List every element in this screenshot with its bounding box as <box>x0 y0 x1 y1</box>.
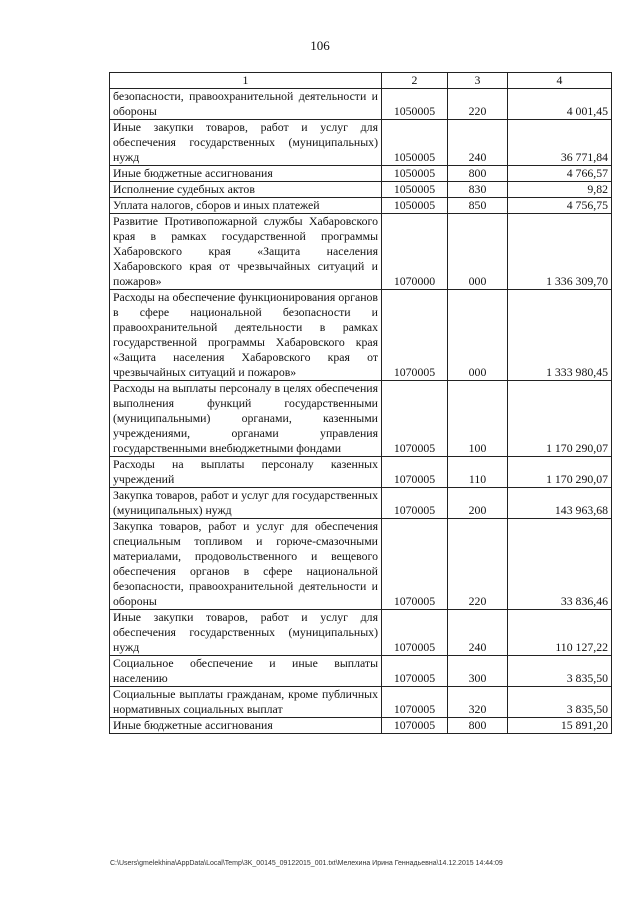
table-row <box>110 166 612 182</box>
amount-cell: 110 127,22 <box>508 610 612 656</box>
table-row <box>110 381 612 457</box>
table-row <box>110 457 612 488</box>
target-code-cell: 1050005 <box>382 89 448 120</box>
expense-kind-cell: 830 <box>448 182 508 198</box>
table-row <box>110 198 612 214</box>
expense-kind-cell: 240 <box>448 120 508 166</box>
table-row <box>110 687 612 718</box>
expense-name-cell: Закупка товаров, работ и услуг для обеспечения специальным топливом и горюче-смазочными материалами, продовольственного и вещевого обеспечения органов в сфере национальной безопасности, правоохранительной деятельности и обороны <box>110 519 382 610</box>
expense-kind-cell: 100 <box>448 381 508 457</box>
column-header-4: 4 <box>508 73 612 89</box>
expense-name-cell: Уплата налогов, сборов и иных платежей <box>110 198 382 214</box>
column-header-1: 1 <box>110 73 382 89</box>
expense-kind-cell: 320 <box>448 687 508 718</box>
target-code-cell: 1050005 <box>382 198 448 214</box>
page-number: 106 <box>310 38 330 53</box>
amount-cell: 143 963,68 <box>508 488 612 519</box>
expense-name-cell: Иные бюджетные ассигнования <box>110 166 382 182</box>
target-code-cell: 1070005 <box>382 519 448 610</box>
table-row <box>110 214 612 290</box>
amount-cell: 1 336 309,70 <box>508 214 612 290</box>
amount-cell: 33 836,46 <box>508 519 612 610</box>
amount-cell: 1 333 980,45 <box>508 290 612 381</box>
expense-kind-cell: 800 <box>448 718 508 734</box>
expense-kind-cell: 000 <box>448 290 508 381</box>
target-code-cell: 1070005 <box>382 610 448 656</box>
amount-cell: 1 170 290,07 <box>508 457 612 488</box>
expense-kind-cell: 000 <box>448 214 508 290</box>
amount-cell: 15 891,20 <box>508 718 612 734</box>
target-code-cell: 1050005 <box>382 166 448 182</box>
amount-cell: 9,82 <box>508 182 612 198</box>
expense-kind-cell: 200 <box>448 488 508 519</box>
expense-kind-cell: 220 <box>448 519 508 610</box>
amount-cell: 1 170 290,07 <box>508 381 612 457</box>
expense-kind-cell: 800 <box>448 166 508 182</box>
table-row <box>110 290 612 381</box>
column-header-3: 3 <box>448 73 508 89</box>
target-code-cell: 1070000 <box>382 214 448 290</box>
amount-cell: 3 835,50 <box>508 656 612 687</box>
target-code-cell: 1070005 <box>382 488 448 519</box>
expense-kind-cell: 110 <box>448 457 508 488</box>
expense-name-cell: Исполнение судебных актов <box>110 182 382 198</box>
expense-name-cell: Социальное обеспечение и иные выплаты населению <box>110 656 382 687</box>
expense-name-cell: Иные закупки товаров, работ и услуг для обеспечения государственных (муниципальных) нужд <box>110 120 382 166</box>
expense-name-cell: безопасности, правоохранительной деятельности и обороны <box>110 89 382 120</box>
budget-table <box>109 72 612 734</box>
table-row <box>110 718 612 734</box>
table-row <box>110 182 612 198</box>
expense-name-cell: Расходы на выплаты персоналу в целях обеспечения выполнения функций государственными (муниципальными) органами, казенными учреждениями, органами управления государственными внебюджетными фондами <box>110 381 382 457</box>
expense-kind-cell: 300 <box>448 656 508 687</box>
target-code-cell: 1070005 <box>382 381 448 457</box>
target-code-cell: 1070005 <box>382 290 448 381</box>
amount-cell: 4 001,45 <box>508 89 612 120</box>
expense-kind-cell: 240 <box>448 610 508 656</box>
target-code-cell: 1070005 <box>382 687 448 718</box>
table-row <box>110 120 612 166</box>
table-row <box>110 519 612 610</box>
table-row <box>110 488 612 519</box>
table-row <box>110 89 612 120</box>
table-body <box>110 89 612 734</box>
amount-cell: 4 766,57 <box>508 166 612 182</box>
target-code-cell: 1070005 <box>382 718 448 734</box>
expense-kind-cell: 220 <box>448 89 508 120</box>
target-code-cell: 1070005 <box>382 656 448 687</box>
expense-kind-cell: 850 <box>448 198 508 214</box>
table-row <box>110 610 612 656</box>
expense-name-cell: Закупка товаров, работ и услуг для государственных (муниципальных) нужд <box>110 488 382 519</box>
expense-name-cell: Иные бюджетные ассигнования <box>110 718 382 734</box>
expense-name-cell: Социальные выплаты гражданам, кроме публичных нормативных социальных выплат <box>110 687 382 718</box>
target-code-cell: 1050005 <box>382 120 448 166</box>
amount-cell: 36 771,84 <box>508 120 612 166</box>
table-header-row <box>110 73 612 89</box>
target-code-cell: 1050005 <box>382 182 448 198</box>
expense-name-cell: Расходы на выплаты персоналу казенных учреждений <box>110 457 382 488</box>
amount-cell: 3 835,50 <box>508 687 612 718</box>
footer-file-path: C:\Users\gmelekhina\AppData\Local\Temp\3K_00145_09122015_001.txt\Мелехина Ирина Геннадьевна\14.12.2015 14:44:09 <box>110 860 503 867</box>
target-code-cell: 1070005 <box>382 457 448 488</box>
expense-name-cell: Иные закупки товаров, работ и услуг для обеспечения государственных (муниципальных) нужд <box>110 610 382 656</box>
expense-name-cell: Развитие Противопожарной службы Хабаровского края в рамках государственной программы Хабаровского края «Защита населения Хабаровского края от чрезвычайных ситуаций и пожаров» <box>110 214 382 290</box>
expense-name-cell: Расходы на обеспечение функционирования органов в сфере национальной безопасности и правоохранительной деятельности в рамках государственной программы Хабаровского края «Защита населения Хабаровского края от чрезвычайных ситуаций и пожаров» <box>110 290 382 381</box>
table-row <box>110 656 612 687</box>
amount-cell: 4 756,75 <box>508 198 612 214</box>
column-header-2: 2 <box>382 73 448 89</box>
